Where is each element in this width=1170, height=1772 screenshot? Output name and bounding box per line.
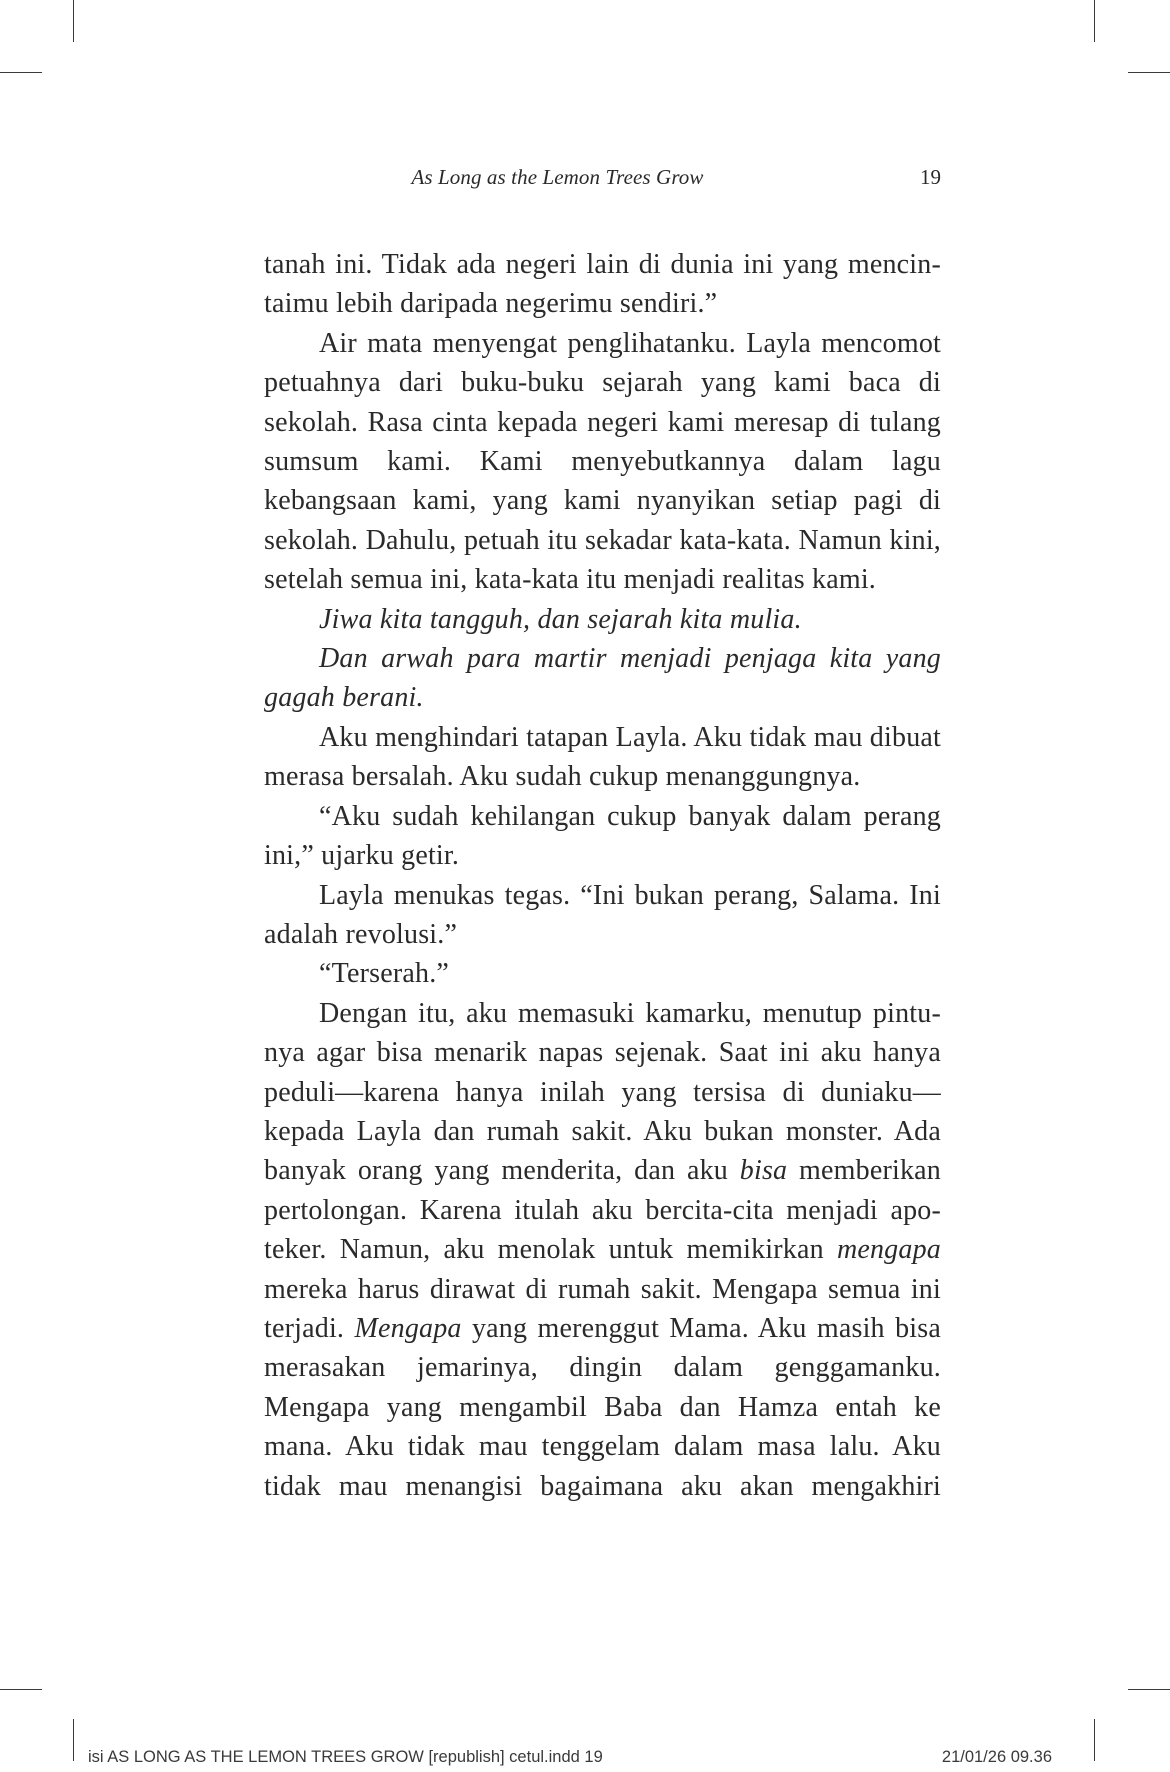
running-head [264,162,941,192]
paragraph [264,797,941,876]
body-text [264,245,941,1506]
crop-mark-bottom-right-horizontal [1128,1689,1170,1690]
slug-date-time: 21/01/26 09.36 [941,1748,1052,1766]
text-run: memberikan pertolongan. Karena itulah aku bercita-cita menjadi apo-teker. Namun, aku menolak untuk memikirkan [264,1155,941,1266]
crop-mark-bottom-left-horizontal [0,1689,42,1690]
text-run: yang merenggut Mama. Aku masih bisa merasakan jemarinya, dingin dalam genggamanku. Mengapa yang mengambil Baba dan Hamza entah ke mana. Aku tidak mau tenggelam dalam masa lalu. Aku tidak mau menangisi bagaimana aku akan mengakhiri [264,1312,942,1502]
italic-emphasis: Mengapa [354,1312,462,1344]
crop-mark-top-right-horizontal [1128,72,1170,73]
text-run: mereka harus dirawat di rumah sakit. Mengapa semua ini terjadi. [264,1273,941,1344]
crop-mark-top-left-vertical [73,0,74,42]
italic-emphasis: bisa [739,1155,788,1187]
paragraph [264,324,941,600]
crop-mark-bottom-left-vertical [73,1719,74,1761]
crop-mark-bottom-right-vertical [1094,1719,1095,1761]
crop-mark-top-right-vertical [1094,0,1095,42]
slug-file-name: isi AS LONG AS THE LEMON TREES GROW [republish] cetul.indd 19 [88,1748,603,1766]
text-run: tanah ini. Tidak ada negeri lain di dunia ini yang mencin-taimu lebih daripada negerimu sendiri.” [264,249,941,320]
paragraph [264,994,941,1506]
paragraph [264,876,941,955]
slug-line [88,1748,1052,1772]
text-run: Aku menghindari tatapan Layla. Aku tidak mau dibuat merasa bersalah. Aku sudah cukup menanggungnya. [264,721,941,793]
paragraph [264,954,941,993]
verse-line [264,639,941,718]
page-number: 19 [920,165,941,189]
text-run: Air mata menyengat penglihatanku. Layla mencomot petuahnya dari buku-buku sejarah yang kami baca di sekolah. Rasa cinta kepada negeri kami meresap di tulang sumsum kami. Kami menyebutkannya dalam lagu kebangsaan kami, yang kami nyanyikan setiap pagi di sekolah. Dahulu, petuah itu sekadar kata-kata. Namun kini, setelah semua ini, kata-kata itu menjadi realitas kami. [264,327,941,596]
paragraph [264,245,941,324]
verse-line [264,600,941,639]
text-run: Layla menukas tegas. “Ini bukan perang, Salama. Ini adalah revolusi.” [264,879,941,950]
crop-mark-top-left-horizontal [0,72,42,73]
running-title: As Long as the Lemon Trees Grow [411,165,704,189]
text-run: “Aku sudah kehilangan cukup banyak dalam perang ini,” ujarku getir. [264,800,941,872]
italic-emphasis: mengapa [836,1234,941,1266]
paragraph [264,718,941,797]
text-run: Dan arwah para martir menjadi penjaga kita yang gagah berani. [264,643,941,714]
text-run: Dengan itu, aku memasuki kamarku, menutup pintu-nya agar bisa menarik napas sejenak. Saat ini aku hanya peduli—karena hanya inilah yang tersisa di duniaku—kepada Layla dan rumah sakit. Aku bukan monster. Ada banyak orang yang menderita, dan aku [264,997,941,1187]
text-run: “Terserah.” [319,958,450,990]
text-run: Jiwa kita tangguh, dan sejarah kita mulia. [319,603,802,635]
